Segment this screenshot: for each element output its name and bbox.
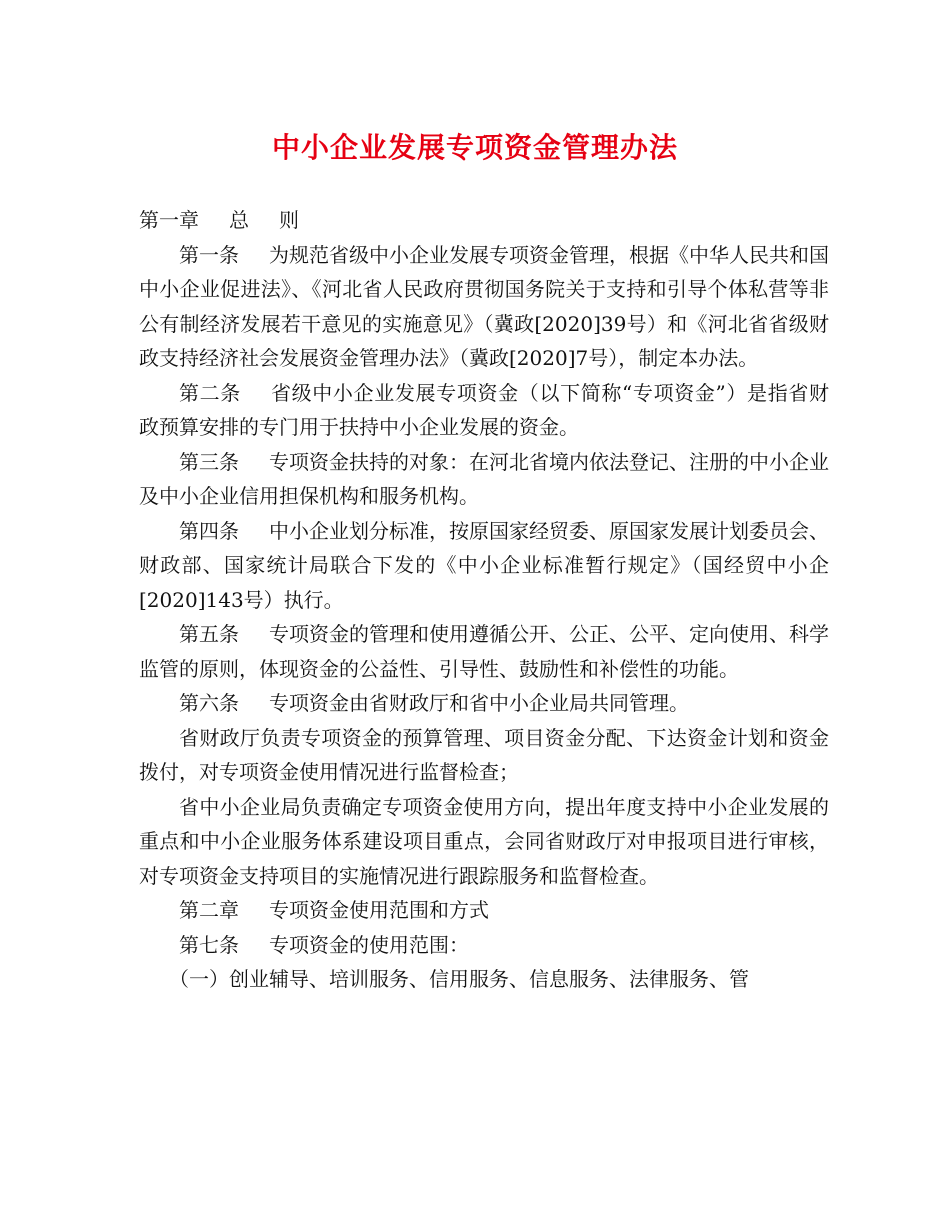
document-body: [139, 203, 829, 997]
document-title: 中小企业发展专项资金管理办法: [271, 131, 678, 164]
article-7-text: 专项资金的使用范围：: [269, 932, 469, 957]
article-2-label: 第二条: [179, 380, 241, 405]
article-1: [139, 238, 829, 376]
chapter-2-label: 第二章: [179, 898, 239, 922]
article-5: [139, 617, 829, 686]
article-4-label: 第四条: [179, 518, 239, 543]
chapter-1-title-b: 则: [279, 208, 299, 232]
article-3: [139, 445, 829, 514]
article-6-label: 第六条: [179, 691, 239, 715]
article-7-label: 第七条: [179, 932, 239, 957]
item-1: （一）创业辅导、培训服务、信用服务、信息服务、法律服务、管: [169, 967, 749, 991]
chapter-1-heading: [139, 203, 829, 238]
chapter-2-title: 专项资金使用范围和方式: [269, 898, 489, 922]
article-3-text: 专项资金扶持的对象：在河北省境内依法登记、注册的中小企业及中小企业信用担保机构和服务机构。: [139, 449, 829, 508]
chapter-1-label: 第一章: [139, 208, 199, 232]
article-1-label: 第一条: [179, 242, 239, 267]
article-5-label: 第五条: [179, 622, 239, 646]
article-7: [139, 928, 829, 963]
article-4: [139, 514, 829, 618]
article-2-text: 省级中小企业发展专项资金（以下简称“专项资金”）是指省财政预算安排的专门用于扶持中小企业发展的资金。: [139, 380, 830, 439]
article-4-text: 中小企业划分标准，按原国家经贸委、原国家发展计划委员会、财政部、国家统计局联合下发的《中小企业标准暂行规定》（国经贸中小企[2020]143号）执行。: [139, 518, 829, 612]
article-3-label: 第三条: [179, 449, 239, 474]
article-5-text: 专项资金的管理和使用遵循公开、公正、公平、定向使用、科学监管的原则，体现资金的公益性、引导性、鼓励性和补偿性的功能。: [139, 622, 829, 681]
article-1-text: 为规范省级中小企业发展专项资金管理，根据《中华人民共和国中小企业促进法》、《河北省人民政府贯彻国务院关于支持和引导个体私营等非公有制经济发展若干意见的实施意见》（冀政[2020]39号）和《河北省省级财政支持经济社会发展资金管理办法》（冀政[2020]7号），制定本办法。: [139, 242, 829, 370]
chapter-1-title-a: 总: [229, 208, 249, 232]
paragraph-sme-bureau: 省中小企业局负责确定专项资金使用方向，提出年度支持中小企业发展的重点和中小企业服务体系建设项目重点，会同省财政厅对申报项目进行审核，对专项资金支持项目的实施情况进行跟踪服务和监督检查。: [139, 794, 829, 888]
paragraph-finance-dept: 省财政厅负责专项资金的预算管理、项目资金分配、下达资金计划和资金拨付，对专项资金使用情况进行监督检查；: [139, 725, 829, 784]
article-2: [139, 376, 829, 445]
article-6-text: 专项资金由省财政厅和省中小企业局共同管理。: [269, 691, 689, 715]
chapter-2-heading: [139, 893, 829, 928]
article-6: [139, 686, 829, 721]
